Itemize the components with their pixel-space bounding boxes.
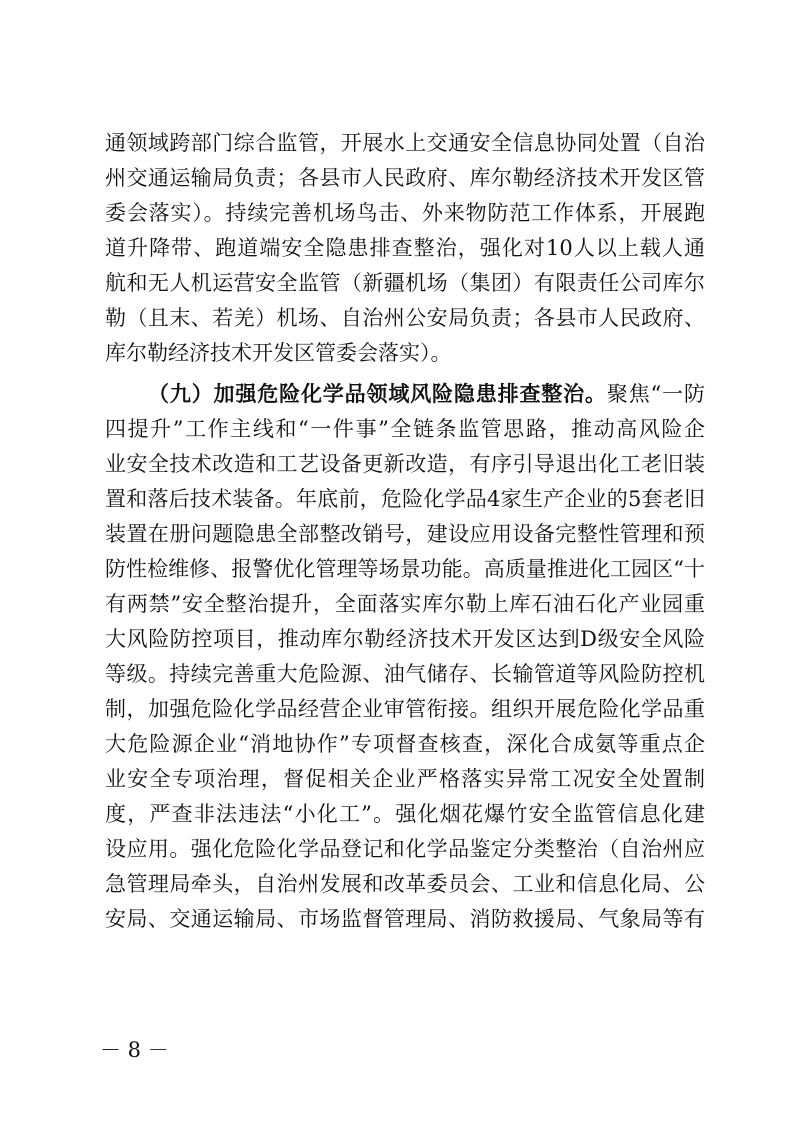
page-number: － 8 － — [100, 1038, 169, 1062]
text-line: 通领域跨部门综合监管，开展水上交通安全信息协同处置（自治 — [105, 131, 705, 155]
text-line: 等级。持续完善重大危险源、油气储存、长输管道等风险防控机 — [105, 662, 705, 686]
text-line: 航和无人机运营安全监管（新疆机场（集团）有限责任公司库尔 — [105, 271, 705, 295]
text-line: 防性检维修、报警优化管理等场景功能。高质量推进化工园区“十 — [105, 557, 705, 581]
text-line: 装置在册问题隐患全部整改销号，建设应用设备完整性管理和预 — [105, 522, 705, 546]
text-line: 业安全专项治理，督促相关企业严格落实异常工况安全处置制 — [105, 767, 705, 791]
section-heading: （九）加强危险化学品领域风险隐患排查整治。 — [148, 381, 607, 406]
heading-line-rest: 聚焦“一防 — [606, 382, 705, 406]
text-line: 设应用。强化危险化学品登记和化学品鉴定分类整治（自治州应 — [105, 837, 705, 861]
text-line: 库尔勒经济技术开发区管委会落实）。 — [105, 341, 452, 365]
text-line: 有两禁”安全整治提升，全面落实库尔勒上库石油石化产业园重 — [105, 592, 705, 616]
text-line: 安局、交通运输局、市场监督管理局、消防救援局、气象局等有 — [105, 907, 705, 931]
text-line: 道升降带、跑道端安全隐患排查整治，强化对10人以上载人通 — [105, 236, 705, 260]
text-line: 度，严查非法违法“小化工”。强化烟花爆竹安全监管信息化建 — [105, 802, 705, 826]
text-line: 勒（且末、若羌）机场、自治州公安局负责；各县市人民政府、 — [105, 306, 705, 330]
text-line: 急管理局牵头，自治州发展和改革委员会、工业和信息化局、公 — [105, 872, 705, 896]
text-line: 四提升”工作主线和“一件事”全链条监管思路，推动高风险企 — [105, 417, 705, 441]
section-heading-line — [148, 381, 705, 407]
text-line: 置和落后技术装备。年底前，危险化学品4家生产企业的5套老旧 — [105, 487, 705, 511]
text-line: 委会落实）。持续完善机场鸟击、外来物防范工作体系，开展跑 — [105, 201, 705, 225]
text-line: 制，加强危险化学品经营企业审管衔接。组织开展危险化学品重 — [105, 697, 705, 721]
text-line: 大危险源企业“消地协作”专项督查核查，深化合成氨等重点企 — [105, 732, 705, 756]
text-line: 州交通运输局负责；各县市人民政府、库尔勒经济技术开发区管 — [105, 166, 705, 190]
text-line: 业安全技术改造和工艺设备更新改造，有序引导退出化工老旧装 — [105, 452, 705, 476]
text-line: 大风险防控项目，推动库尔勒经济技术开发区达到D级安全风险 — [105, 627, 705, 651]
